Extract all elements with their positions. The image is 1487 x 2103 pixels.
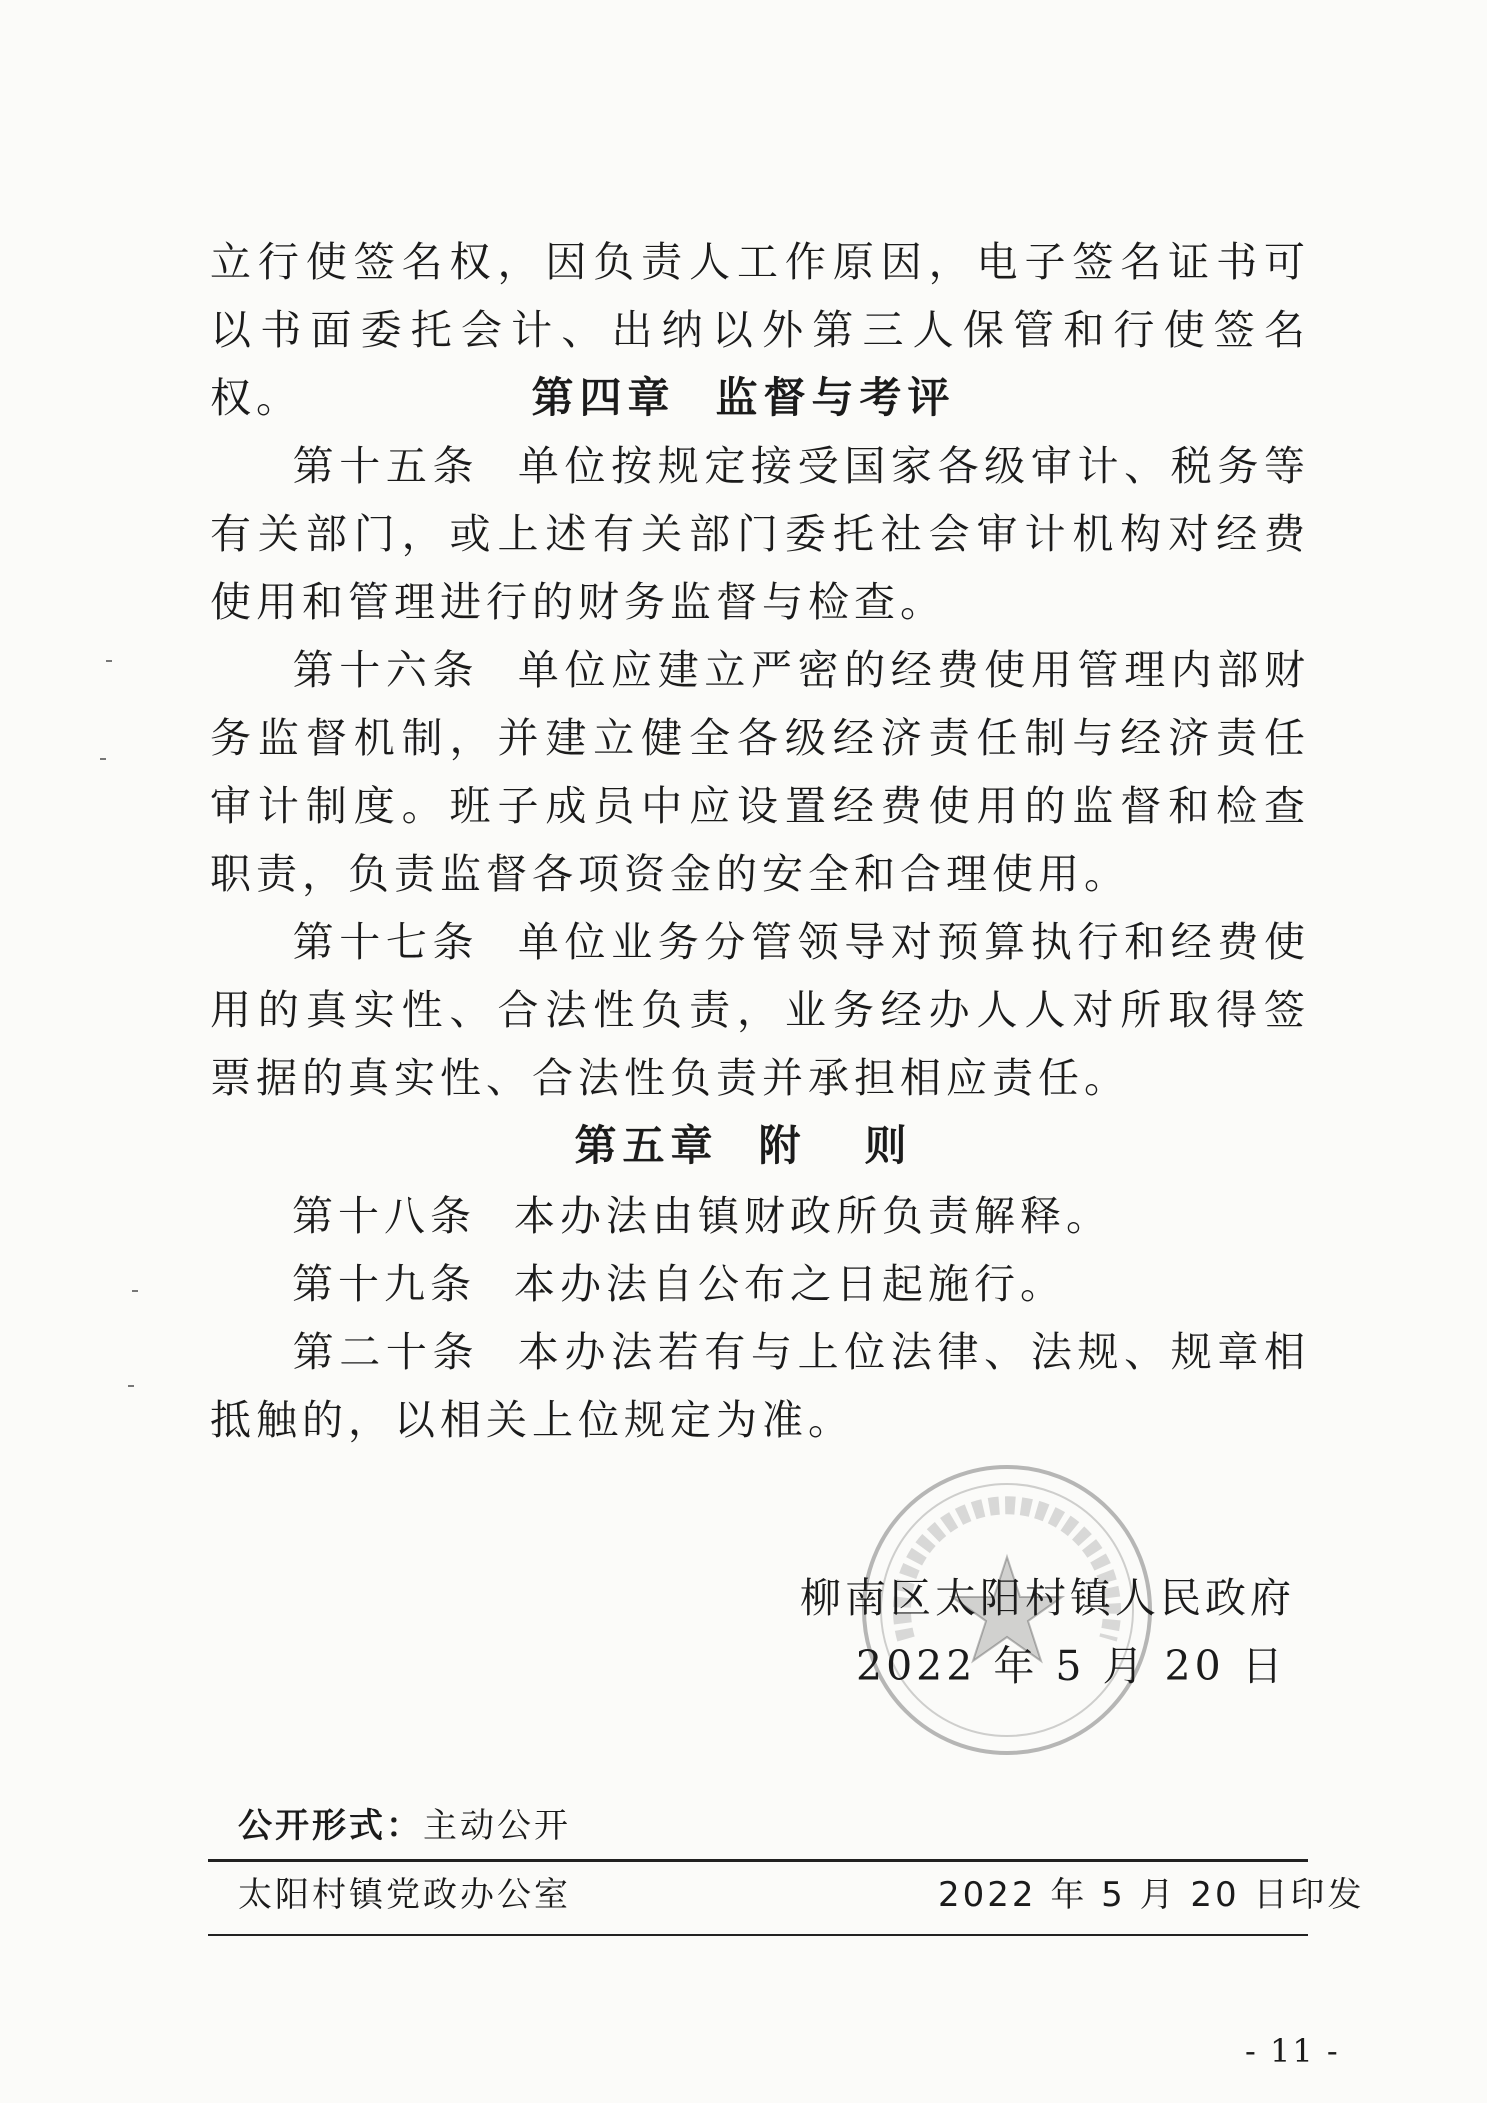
article-15: [210, 432, 1310, 636]
scan-speck: [100, 758, 106, 760]
article-15-number: 第十五条: [292, 442, 480, 490]
disclosure-line: [238, 1804, 571, 1848]
paragraph-continuation: 立行使签名权，因负责人工作原因，电子签名证书可以书面委托会计、出纳以外第三人保管和行使签名权。: [210, 238, 1310, 422]
issue-date: 2022 年 5 月 20 日印发: [938, 1875, 1365, 1915]
article-16-number: 第十六条: [292, 646, 480, 694]
article-19-text: 本办法自公布之日起施行。: [514, 1260, 1066, 1308]
footer-top-rule: [208, 1859, 1308, 1862]
article-20-number: 第二十条: [292, 1328, 480, 1376]
page-number: - 11 -: [1245, 2032, 1340, 2070]
article-19: [210, 1250, 1310, 1318]
article-18-number: 第十八条: [292, 1192, 476, 1240]
chapter-five-title-a: 附: [758, 1121, 807, 1170]
article-19-number: 第十九条: [292, 1260, 476, 1308]
article-17-number: 第十七条: [292, 918, 480, 966]
disclosure-value: 主动公开: [423, 1806, 571, 1846]
chapter-five-number: 第五章: [574, 1121, 719, 1170]
article-17: [210, 908, 1310, 1112]
chapter-four-number: 第四章: [531, 373, 676, 422]
disclosure-label: 公开形式：: [238, 1806, 423, 1846]
article-16: [210, 636, 1310, 908]
scan-speck: [132, 1290, 138, 1292]
article-18: [210, 1182, 1310, 1250]
article-15-text: 单位按规定接受国家各级审计、税务等有关部门，或上述有关部门委托社会审计机构对经费使用和管理进行的财务监督与检查。: [210, 442, 1311, 626]
article-20-text: 本办法若有与上位法律、法规、规章相抵触的，以相关上位规定为准。: [210, 1328, 1311, 1444]
article-18-text: 本办法由镇财政所负责解释。: [514, 1192, 1112, 1240]
chapter-four-title: 监督与考评: [715, 373, 956, 422]
article-17-text: 单位业务分管领导对预算执行和经费使用的真实性、合法性负责，业务经办人人对所取得签票据的真实性、合法性负责并承担相应责任。: [210, 918, 1311, 1102]
article-16-text: 单位应建立严密的经费使用管理内部财务监督机制，并建立健全各级经济责任制与经济责任审计制度。班子成员中应设置经费使用的监督和检查职责，负责监督各项资金的安全和合理使用。: [210, 646, 1311, 898]
scan-speck: [128, 1385, 134, 1387]
signature-date: 2022 年 5 月 20 日: [856, 1642, 1287, 1690]
chapter-five-heading: [0, 1112, 1487, 1180]
footer-bottom-rule: [208, 1934, 1308, 1936]
signature-organization: 柳南区太阳村镇人民政府: [800, 1574, 1295, 1622]
issuer-office: 太阳村镇党政办公室: [238, 1875, 571, 1915]
article-20: [210, 1318, 1310, 1454]
scan-speck: [106, 660, 112, 662]
chapter-four-heading: [0, 364, 1487, 432]
chapter-five-title-b: 则: [864, 1121, 913, 1170]
